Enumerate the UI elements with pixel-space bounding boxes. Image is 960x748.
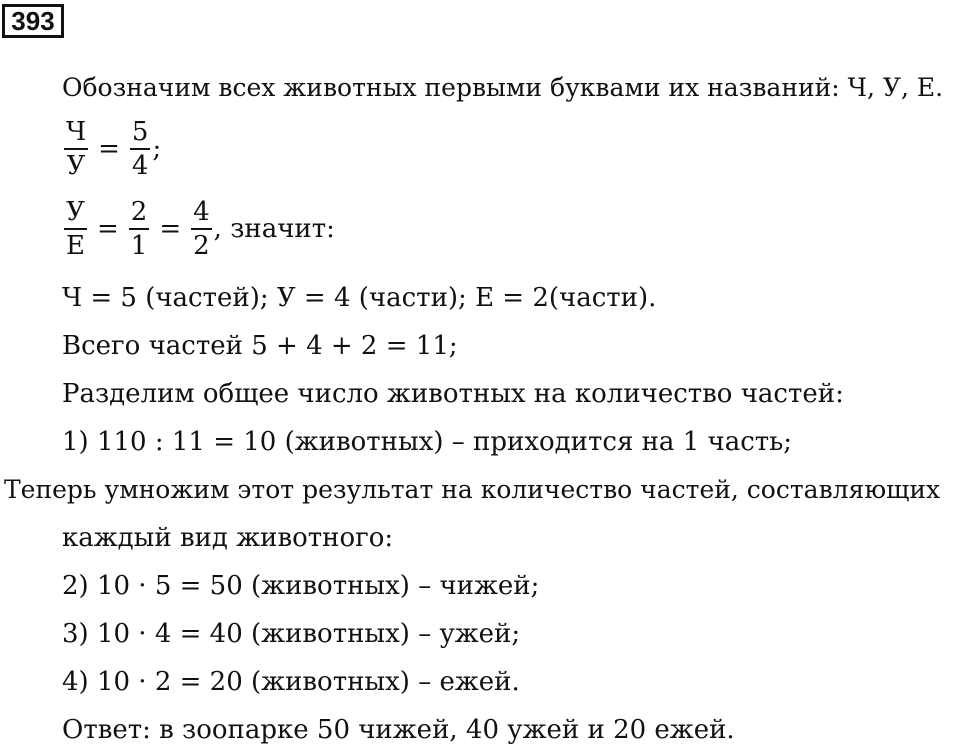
equals-sign: = xyxy=(98,134,120,164)
fraction-5-4 xyxy=(130,116,151,182)
step-4-text: 4) 10 · 2 = 20 (животных) – ежей. xyxy=(62,667,520,697)
fraction-numerator: 5 xyxy=(131,117,149,147)
step-2-text: 2) 10 · 5 = 50 (животных) – чижей; xyxy=(62,571,540,601)
fraction-denominator: У xyxy=(66,151,86,181)
multiply-intro-text: Теперь умножим этот результат на количество частей, составляющих xyxy=(4,475,941,504)
fraction-numerator: 2 xyxy=(130,197,148,227)
parts-text: Ч = 5 (частей); У = 4 (части); Е = 2(части). xyxy=(62,283,657,313)
fraction-denominator: 1 xyxy=(130,231,148,261)
fraction-numerator: 4 xyxy=(193,197,210,227)
step-1-text: 1) 110 : 11 = 10 (животных) – приходится на 1 часть; xyxy=(62,427,793,457)
step-3-text: 3) 10 · 4 = 40 (животных) – ужей; xyxy=(62,619,521,649)
ratio-tail: , значит: xyxy=(213,214,335,244)
fraction-denominator: 2 xyxy=(193,231,210,261)
equals-sign: = xyxy=(96,214,119,244)
multiply-intro-continuation: каждый вид животного: xyxy=(62,523,394,553)
intro-text: Обозначим всех животных первыми буквами их названий: Ч, У, Е. xyxy=(62,73,944,102)
total-text: Всего частей 5 + 4 + 2 = 11; xyxy=(62,331,458,361)
task-number-badge: 393 xyxy=(2,4,64,38)
fraction-ch-u xyxy=(64,116,88,182)
equals-sign: = xyxy=(159,214,182,244)
answer-text: Ответ: в зоопарке 50 чижей, 40 ужей и 20 ежей. xyxy=(62,715,735,745)
fraction-2-1 xyxy=(129,196,150,262)
fraction-denominator: Е xyxy=(66,231,85,261)
ratio-uzh-ezh xyxy=(62,196,335,262)
fraction-4-2 xyxy=(191,196,212,262)
divide-intro-text: Разделим общее число животных на количество частей: xyxy=(62,379,844,409)
fraction-numerator: У xyxy=(66,197,85,227)
fraction-u-e xyxy=(64,196,87,262)
fraction-numerator: Ч xyxy=(66,117,87,147)
ratio-tail: ; xyxy=(152,134,162,164)
ratio-chizh-uzh xyxy=(62,116,161,182)
fraction-denominator: 4 xyxy=(131,151,149,181)
